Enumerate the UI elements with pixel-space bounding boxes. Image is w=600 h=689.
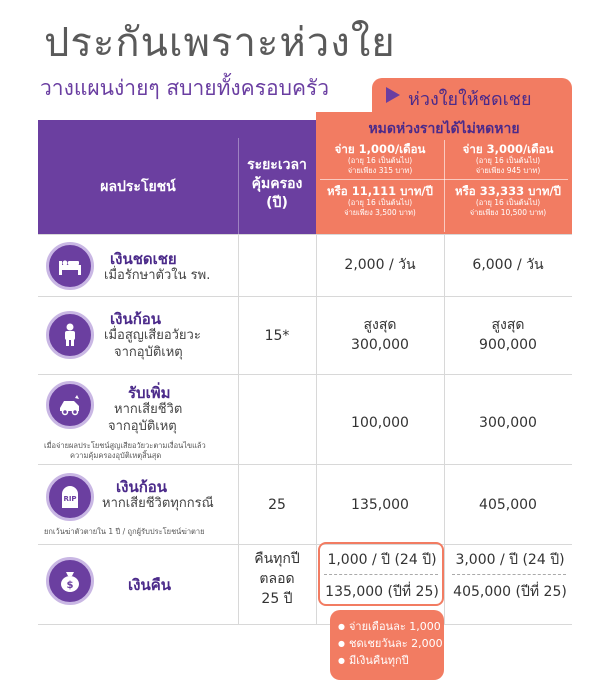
hospital-bed-icon bbox=[46, 242, 94, 290]
lump-disability-plan2-label: สูงสุด bbox=[491, 317, 525, 333]
refund-title: เงินคืน bbox=[128, 576, 171, 594]
disabled-person-icon bbox=[46, 311, 94, 359]
plan2-monthly-note2: จ่ายเพียง 945 บาท) bbox=[475, 166, 541, 175]
lump-death-sub: หากเสียชีวิตทุกกรณี bbox=[102, 496, 214, 511]
refund-period-line3: 25 ปี bbox=[261, 591, 293, 607]
row-compensation bbox=[38, 234, 572, 296]
svg-text:$: $ bbox=[66, 580, 74, 591]
plan2-monthly-note1: (อายุ 16 เป็นต้นไป) bbox=[475, 156, 541, 165]
plan2-yearly-note2: จ่ายเพียง 10,500 บาท) bbox=[469, 208, 547, 217]
refund-period-line2: ตลอด bbox=[259, 571, 295, 587]
header-benefit: ผลประโยชน์ bbox=[100, 179, 176, 195]
header-coral bbox=[316, 112, 572, 234]
lump-disability-plan1-label: สูงสุด bbox=[363, 317, 397, 333]
compensation-title: เงินชดเชย bbox=[110, 250, 177, 268]
lump-death-plan2: 405,000 bbox=[479, 497, 537, 513]
rip-tombstone-icon bbox=[46, 473, 94, 521]
refund-period-line1: คืนทุกปี bbox=[254, 551, 300, 567]
header-purple bbox=[38, 120, 316, 234]
header-period-line2: คุ้มครอง bbox=[251, 176, 303, 192]
summary-bullets bbox=[338, 618, 443, 669]
extra-sub2: จากอุบัติเหตุ bbox=[108, 419, 177, 434]
extra-plan2: 300,000 bbox=[479, 415, 537, 431]
plan1-yearly-note2: จ่ายเพียง 3,500 บาท) bbox=[344, 208, 416, 217]
lump-death-plan1: 135,000 bbox=[351, 497, 409, 513]
highlight-tag bbox=[372, 78, 572, 112]
lump-disability-plan1-value: 300,000 bbox=[351, 337, 409, 353]
plan1-monthly bbox=[316, 142, 444, 176]
refund-plan1-yearly: 1,000 / ปี (24 ปี) bbox=[327, 552, 437, 568]
money-bag-icon bbox=[46, 557, 94, 605]
header-period bbox=[238, 156, 316, 213]
plan2-yearly-note1: (อายุ 16 เป็นต้นไป) bbox=[475, 198, 541, 207]
extra-note2: ความคุ้มครองอุบัติเหตุสิ้นสุด bbox=[70, 451, 162, 460]
lump-death-note: ยกเว้นฆ่าตัวตายใน 1 ปี / ถูกผู้รับประโยชน์ฆ่าตาย bbox=[44, 527, 205, 536]
tag-label: ห่วงใยให้ชดเชย bbox=[408, 89, 532, 110]
plan1-monthly-note1: (อายุ 16 เป็นต้นไป) bbox=[347, 156, 413, 165]
extra-sub1: หากเสียชีวิต bbox=[114, 402, 183, 417]
page-title: ประกันเพราะห่วงใย bbox=[44, 20, 396, 66]
coral-title: หมดห่วงรายได้ไม่หดหาย bbox=[368, 121, 520, 137]
compensation-plan1: 2,000 / วัน bbox=[344, 257, 416, 273]
plan2-monthly bbox=[444, 142, 572, 176]
plan1-monthly-amount: จ่าย 1,000/เดือน bbox=[334, 142, 426, 156]
accident-period: 15* bbox=[264, 328, 290, 344]
compensation-sub: เมื่อรักษาตัวใน รพ. bbox=[104, 268, 211, 283]
lump-disability-sub2: จากอุบัติเหตุ bbox=[114, 345, 183, 360]
header-period-line1: ระยะเวลา bbox=[247, 157, 307, 173]
plan2-yearly-amount: หรือ 33,333 บาท/ปี bbox=[455, 184, 561, 198]
extra-title: รับเพิ่ม bbox=[128, 384, 171, 402]
car-crash-icon bbox=[46, 381, 94, 429]
plan2-yearly bbox=[444, 184, 572, 218]
summary-note-box bbox=[330, 610, 444, 680]
play-arrow-icon bbox=[386, 87, 400, 103]
lump-disability-plan2-value: 900,000 bbox=[479, 337, 537, 353]
extra-note1: เมื่อจ่ายผลประโยชน์สูญเสียอวัยวะตามเงื่อนไขแล้ว bbox=[44, 441, 206, 450]
plan1-yearly-amount: หรือ 11,111 บาท/ปี bbox=[327, 184, 433, 198]
compensation-plan2: 6,000 / วัน bbox=[472, 257, 544, 273]
summary-bullet: ● ชดเชยวันละ 2,000 bbox=[338, 635, 443, 652]
plan1-monthly-note2: จ่ายเพียง 315 บาท) bbox=[347, 166, 413, 175]
page-subtitle: วางแผนง่ายๆ สบายทั้งครอบครัว bbox=[40, 76, 330, 100]
plan1-yearly bbox=[316, 184, 444, 218]
row-extra bbox=[38, 374, 572, 464]
lump-death-title: เงินก้อน bbox=[116, 478, 168, 496]
lump-disability-plan2 bbox=[444, 315, 572, 355]
summary-bullet: ● มีเงินคืนทุกปี bbox=[338, 652, 443, 669]
row-lump-death bbox=[38, 464, 572, 544]
lump-disability-plan1 bbox=[316, 315, 444, 355]
lump-disability-sub1: เมื่อสูญเสียอวัยวะ bbox=[104, 328, 201, 343]
extra-plan1: 100,000 bbox=[351, 415, 409, 431]
lump-disability-title: เงินก้อน bbox=[110, 310, 162, 328]
refund-period bbox=[238, 549, 316, 609]
header-period-line3: (ปี) bbox=[266, 195, 288, 211]
refund-plan2-final: 405,000 (ปีที่ 25) bbox=[453, 584, 567, 600]
plan2-monthly-amount: จ่าย 3,000/เดือน bbox=[462, 142, 554, 156]
summary-bullet: ● จ่ายเดือนละ 1,000 bbox=[338, 618, 443, 635]
plan1-yearly-note1: (อายุ 16 เป็นต้นไป) bbox=[347, 198, 413, 207]
svg-text:RIP: RIP bbox=[63, 495, 77, 503]
benefit-table bbox=[38, 112, 572, 624]
refund-plan2-yearly: 3,000 / ปี (24 ปี) bbox=[455, 552, 565, 568]
lump-death-period: 25 bbox=[268, 497, 286, 513]
refund-plan1-final: 135,000 (ปีที่ 25) bbox=[325, 584, 439, 600]
